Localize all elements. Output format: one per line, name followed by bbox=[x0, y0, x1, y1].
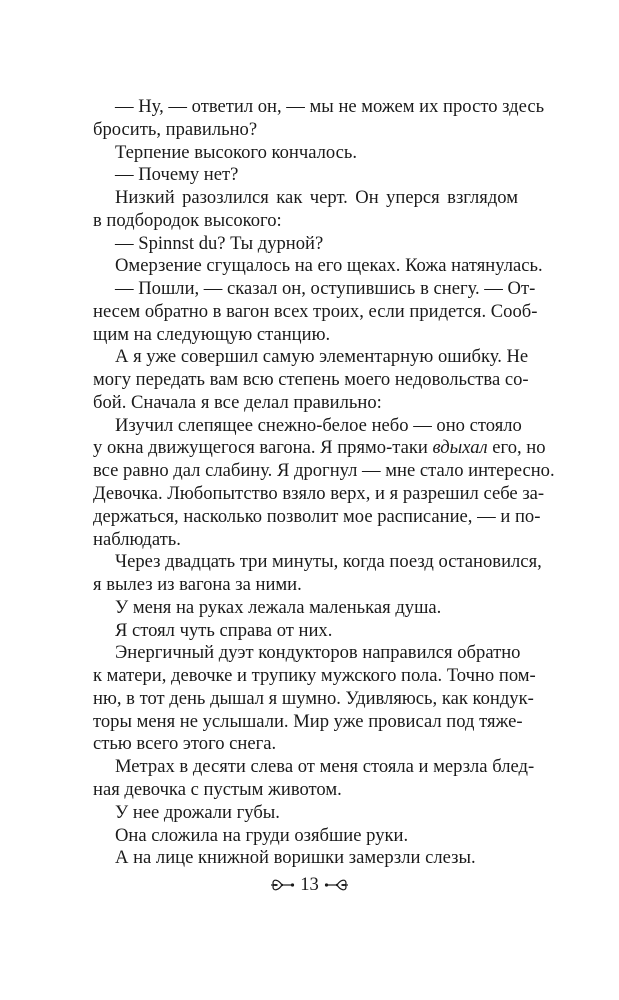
text-line: несем обратно в вагон всех троих, если придется. Сооб- bbox=[93, 300, 538, 322]
text-line: — Ну, — ответил он, — мы не можем их просто здесь bbox=[115, 96, 545, 117]
text-line: А я уже совершил самую элементарную ошибку. Не bbox=[115, 346, 529, 368]
text-line: Через двадцать три минуты, когда поезд остановился, bbox=[115, 551, 542, 573]
text-line: держаться, насколько позволит мое расписание, — и по- bbox=[93, 505, 541, 527]
text-line: Я стоял чуть справа от них. bbox=[115, 619, 333, 641]
text-line: — Spinnst du? Ты дурной? bbox=[115, 232, 324, 254]
text-line: Она сложила на груди озябшие руки. bbox=[115, 824, 409, 846]
text-line: торы меня не услышали. Мир уже провисал под тяже- bbox=[93, 710, 523, 732]
text-line: Терпение высокого кончалось. bbox=[115, 141, 358, 163]
text-line: я вылез из вагона за ними. bbox=[93, 574, 302, 596]
text-line: — Почему нет? bbox=[115, 164, 239, 186]
text-line: Изучил слепящее снежно-белое небо — оно стояло bbox=[115, 414, 522, 436]
text-line: бой. Сначала я все делал правильно: bbox=[93, 391, 382, 413]
emphasized-word: вдыхал bbox=[432, 437, 488, 459]
text-line: Энергичный дуэт кондукторов направился обратно bbox=[115, 642, 521, 664]
text-line: Девочка. Любопытство взяло верх, и я разрешил себе за- bbox=[93, 483, 545, 505]
text-line: У нее дрожали губы. bbox=[115, 801, 280, 823]
text-line: Омерзение сгущалось на его щеках. Кожа натянулась. bbox=[115, 255, 543, 277]
text-line: к матери, девочке и трупику мужского пола. Точно пом- bbox=[93, 665, 536, 687]
text-line: ная девочка с пустым животом. bbox=[93, 778, 342, 800]
text-line: — Пошли, — сказал он, оступившись в снегу. — От- bbox=[115, 278, 536, 300]
text-line: наблюдать. bbox=[93, 528, 181, 550]
page-footer bbox=[0, 873, 619, 897]
text-line: в подбородок высокого: bbox=[93, 209, 282, 231]
text-line: у окна движущегося вагона. Я прямо-таки вдыхал его, но bbox=[93, 437, 546, 459]
text-line: У меня на руках лежала маленькая душа. bbox=[115, 596, 442, 618]
text-line: щим на следующую станцию. bbox=[93, 323, 331, 345]
text-line: бросить, правильно? bbox=[93, 118, 258, 140]
text-line: Метрах в десяти слева от меня стояла и мерзла блед- bbox=[115, 756, 535, 778]
fleuron-right-icon bbox=[324, 877, 350, 893]
page-number: 13 bbox=[300, 874, 319, 895]
text-line: могу передать вам всю степень моего недовольства со- bbox=[93, 369, 529, 391]
text-line: Низкий разозлился как черт. Он уперся взглядом bbox=[115, 187, 518, 209]
text-line: А на лице книжной воришки замерзли слезы. bbox=[115, 847, 476, 869]
fleuron-left-icon bbox=[269, 877, 295, 893]
text-line: все равно дал слабину. Я дрогнул — мне стало интересно. bbox=[93, 460, 555, 482]
body-text bbox=[93, 96, 555, 870]
text-line: стью всего этого снега. bbox=[93, 733, 277, 755]
text-line: ню, в тот день дышал я шумно. Удивляюсь, как кондук- bbox=[93, 687, 534, 709]
